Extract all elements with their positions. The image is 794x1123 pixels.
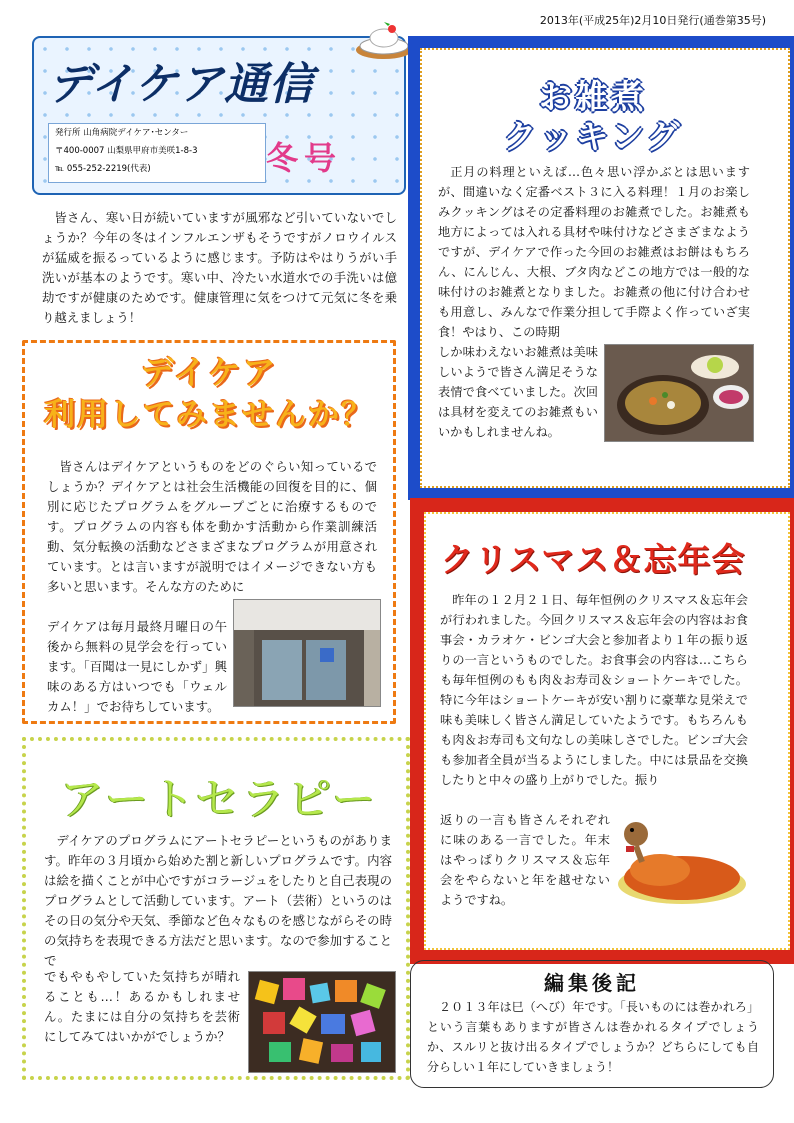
- editors-note-paragraph: ２０１３年は巳（へび）年です。「長いものには巻かれろ」という言葉もありますが皆さんは巻かれるタイプでしょうか、スルリと抜け出るタイプでしょうか？どちらにしても自分らしい１年にしていきましょう！: [427, 1000, 759, 1074]
- issue-date-line: 2013年(平成25年)2月10日発行(通巻第35号): [539, 14, 766, 27]
- christmas-text-top: [440, 590, 748, 790]
- masthead: [32, 36, 406, 195]
- publisher-address: 〒400-0007 山梨県甲府市美咲1-8-3: [55, 146, 198, 156]
- newsletter-title: デイケア通信: [48, 59, 315, 110]
- christmas-paragraph-cont: 返りの一言も皆さんそれぞれに味のある一言でした。年末はやっぱりクリスマス＆忘年会をやらないと年を越せないようですね。: [440, 813, 610, 907]
- publisher-info-box: [48, 123, 266, 183]
- art-heading: アートセラピー: [60, 774, 378, 825]
- publisher-name: 発行所 山角病院デイケア･センター: [55, 128, 189, 138]
- zoni-text-wrap: [438, 342, 598, 442]
- christmas-heading: クリスマス＆忘年会: [440, 540, 746, 579]
- season-label: 冬号: [266, 139, 343, 177]
- zoni-paragraph: 正月の料理といえば…色々思い浮かぶとは思いますが、間違いなく定番ベスト３に入る料理！１月のお楽しみクッキングはその定番料理のお雑煮でした。お雑煮も地方によっては入れる具材や味付けなどさまざまなようですが、デイケアで作った今回のお雑煮はお餅はもちろん、にんじん、大根、ブタ肉などこの地方では一般的な味付けのお雑煮となりました。お雑煮の他に付け合わせも用意し、みんなで作業分担して手際よく作っていざ実食！やはり、この時期: [438, 165, 750, 339]
- daycare-heading-line2: 利用してみませんか？: [44, 397, 374, 433]
- editors-note-heading: 編集後記: [544, 971, 640, 995]
- zoni-heading-line1: お雑煮: [539, 77, 647, 116]
- art-therapy-section: [22, 737, 410, 1080]
- christmas-party-section: [410, 498, 794, 964]
- daycare-text-top: [47, 457, 377, 597]
- editors-note-section: [410, 960, 774, 1088]
- collage-artwork-photo: [248, 971, 396, 1073]
- daycare-paragraph-cont: デイケアは毎月最終月曜日の午後から無料の見学会を行っています。「百聞は一見にしかず」興味のある方はいつでも「ウェルカム！」でお待ちしています。: [47, 619, 227, 714]
- art-paragraph: デイケアのプログラムにアートセラピーというものがあります。昨年の３月頃から始めた割と新しいプログラムです。内容は絵を描くことが中心ですがコラージュをしたりと自己表現のプログラムとして活動しています。アート（芸術）というのはその日の気分や天気、季節など色々なものを感じながらその時の気持ちを表現できる方法だと思います。なので参加することで: [44, 833, 392, 968]
- intro-paragraph: [42, 208, 397, 328]
- intro-text: 皆さん、寒い日が続いていますが風邪など引いていないでしょうか？今年の冬はインフルエンザもそうですがノロウイルスが猛威を振るっているように感じます。予防はやはりうがい手洗いが基本のようです。寒い中、冷たい水道水での手洗いは億劫ですが健康のためです。健康管理に気をつけて元気に冬を乗り越えましょう！: [42, 210, 397, 325]
- zoni-paragraph-cont: しか味わえないお雑煮は美味しいようで皆さん満足そうな表情で食べていました。次回は具材を変えてのお雑煮もいいかもしれませんね。: [438, 345, 598, 439]
- art-text-top: [44, 831, 392, 971]
- daycare-paragraph: 皆さんはデイケアというものをどのぐらい知っているでしょうか？デイケアとは社会生活機能の回復を目的に、個別に応じたプログラムをグループごとに治療するものです。プログラムの内容も体を動かす活動から作業訓練活動、気分転換の活動などさまざまなプログラムが用意されています。とは言いますが説明ではイメージできない方も多いと思います。そんな方のために: [47, 459, 377, 594]
- chicken-leg-illustration: [610, 812, 750, 912]
- christmas-text-wrap: [440, 810, 610, 910]
- christmas-paragraph: 昨年の１２月２１日、毎年恒例のクリスマス＆忘年会が行われました。今回クリスマス＆忘年会の内容はお食事会・カラオケ・ビンゴ大会と参加者より１年の振り返りの一言というものでした。お食事会の内容は…こちらも毎年恒例のもも肉＆お寿司＆ショートケーキでした。特に今年はショートケーキが安い割りに豪華な見栄えで味も美味しく皆さん満足していたようです。もちろんもも肉＆お寿司も文句なしの美味しさでした。ビンゴ大会も参加者全員が当るようにしました。中には景品を交換したりと中々の盛り上がりでした。振り: [440, 593, 748, 787]
- zoni-heading-line2: クッキング: [503, 117, 683, 156]
- daycare-section: [22, 340, 396, 724]
- building-entrance-photo: [233, 599, 381, 707]
- art-text-wrap: [44, 967, 240, 1047]
- zoni-cooking-section: [408, 36, 794, 500]
- cake-illustration: [354, 20, 414, 62]
- daycare-text-wrap: [47, 617, 227, 717]
- zoni-photo: [604, 344, 754, 442]
- zoni-text-top: [438, 162, 750, 342]
- publisher-phone: ℡ 055-252-2219(代表): [55, 164, 151, 174]
- daycare-heading-line1: デイケア: [140, 353, 278, 392]
- editors-note-text: [427, 997, 759, 1077]
- art-paragraph-cont: でもやもやしていた気持ちが晴れることも…！あるかもしれません。たまには自分の気持ちを芸術にしてみてはいかがでしょうか？: [44, 969, 240, 1044]
